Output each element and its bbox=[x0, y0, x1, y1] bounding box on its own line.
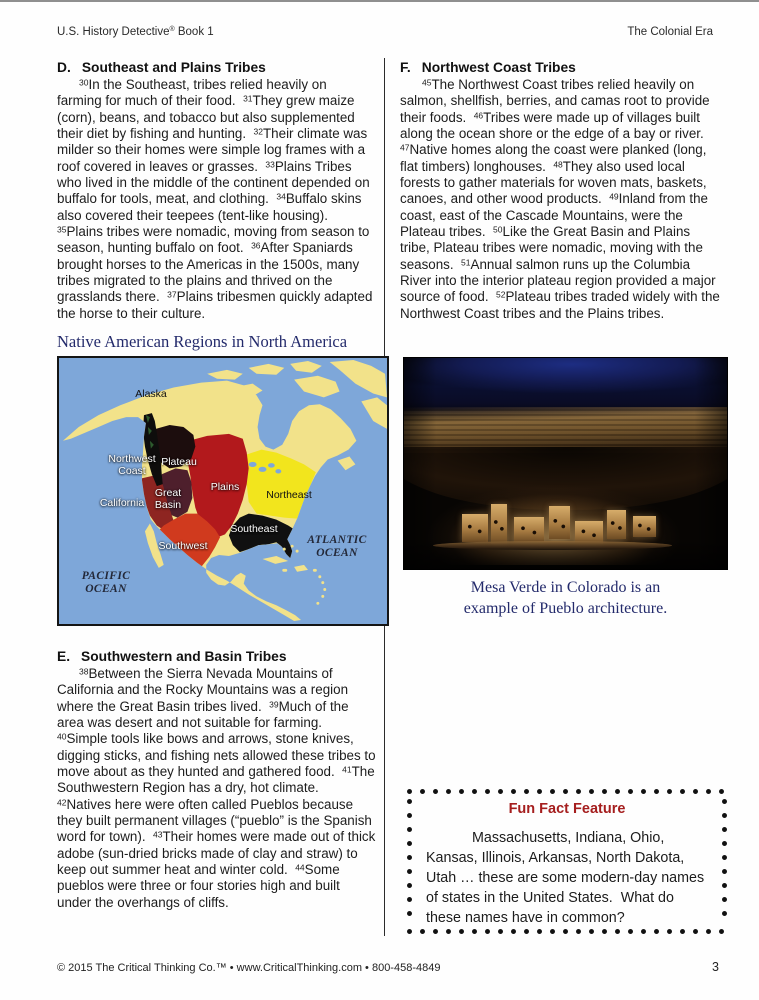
section-e bbox=[57, 649, 377, 911]
fun-fact-title: Fun Fact Feature bbox=[508, 801, 626, 817]
map-label-alaska: Alaska bbox=[135, 388, 167, 400]
section-d-heading: D. Southeast and Plains Tribes bbox=[57, 60, 266, 75]
header-chapter-title: The Colonial Era bbox=[627, 26, 713, 38]
photo-caption: Mesa Verde in Colorado is an example of Pueblo architecture. bbox=[463, 579, 668, 617]
map-label-plateau: Plateau bbox=[161, 456, 197, 468]
registered-mark: ® bbox=[169, 26, 175, 33]
map-title: Native American Regions in North America bbox=[57, 332, 348, 351]
map-label-great-basin: Great Basin bbox=[154, 487, 182, 511]
section-f-paragraph: $^{45}$The Northwest Coast tribes relied heavily on salmon, shellfish, berries, and camas root to provide their foods. $^{46}$Tribes were made up of villages built along the ocean shore or the edge of a bay or river. $^{47}$Native homes along the coast were planked (long, flat timbers) longhouses. $^{48}$They also used local forests to gather materials for woven mats, baskets, canoes, and other wood products. $^{49}$Inland from the coast, east of the Cascade Mountains, were the Plateau tribes. $^{50}$Like the Great Basin and Plains tribe, Plateau tribes were nomadic, moving with the seasons. $^{51}$Annual salmon runs up the Columbia River into the interior plateau region provided a major source of food. $^{52}$Plateau tribes traded widely with the Northwest Coast tribes and the Plains tribes. bbox=[400, 77, 720, 321]
mesa-verde-photo bbox=[403, 357, 728, 570]
map-label-atlantic-ocean: ATLANTIC OCEAN bbox=[307, 534, 367, 559]
map-label-southeast: Southeast bbox=[230, 523, 278, 535]
dotted-border-bottom bbox=[406, 928, 728, 935]
section-d-paragraph: $^{30}$In the Southeast, tribes relied heavily on farming for much of their food. $^{31}$They grew maize (corn), beans, and tobacco but also supplemented their diet by fishing and hunting. $^{32}$Their climate was milder so their homes were simple log frames with a roof covered in leaves or grasses. $^{33}$Plains Tribes who lived in the middle of the continent depended on buffalo for tools, meat, and clothing. $^{34}$Buffalo skins also covered their teepees (tent-like housing). $^{35}$Plains tribes were nomadic, moving from season to season, hunting buffalo on foot. $^{36}$After Spaniards brought horses to the Americas in the 1500s, many tribes migrated to the plains and thrived on the grasslands there. $^{37}$Plains tribesmen quickly adapted the horse to their culture. bbox=[57, 77, 373, 321]
section-d bbox=[57, 60, 375, 322]
dotted-border-left bbox=[406, 798, 413, 925]
section-e-heading: E. Southwestern and Basin Tribes bbox=[57, 649, 287, 664]
map-label-northeast: Northeast bbox=[266, 489, 312, 501]
dotted-border-top bbox=[406, 788, 728, 795]
page-number: 3 bbox=[712, 960, 719, 974]
regions-map bbox=[57, 356, 389, 626]
dotted-border-right bbox=[721, 798, 728, 925]
footer-copyright: © 2015 The Critical Thinking Co.™ • www.CriticalThinking.com • 800-458-4849 bbox=[57, 962, 441, 974]
scan-edge bbox=[0, 0, 759, 2]
fun-fact-body: Massachusetts, Indiana, Ohio, Kansas, Illinois, Arkansas, North Dakota, Utah … these are some modern-day names of states in the United States. What do these names have in common? bbox=[426, 830, 705, 926]
map-label-california: California bbox=[99, 497, 145, 509]
header-book-title: U.S. History Detective® Book 1 bbox=[57, 26, 214, 38]
photo-vignette bbox=[404, 358, 727, 569]
fun-fact-box bbox=[406, 788, 728, 935]
section-f-heading: F. Northwest Coast Tribes bbox=[400, 60, 576, 75]
map-label-southwest: Southwest bbox=[158, 540, 208, 552]
map-label-northwest-coast: Northwest Coast bbox=[108, 453, 156, 477]
section-f bbox=[400, 60, 722, 322]
section-e-paragraph: $^{38}$Between the Sierra Nevada Mountains of California and the Rocky Mountains was a region where the Great Basin tribes lived. $^{39}$Much of the area was desert and not suitable for farming. $^{40}$Simple tools like bows and arrows, stone knives, digging sticks, and fishing nets allowed these tribes to move about as they hunted and gathered food. $^{41}$The Southwestern Region has a dry, hot climate. $^{42}$Natives here were often called Pueblos because they built permanent villages (“pueblo” is the Spanish word for town). $^{43}$Their homes were made out of thick adobe (sun-dried bricks made of clay and straw) to keep out summer heat and winter cold. $^{44}$Some pueblos were three or four stories high and built under the overhangs of cliffs. bbox=[57, 666, 376, 910]
map-label-pacific-ocean: PACIFIC OCEAN bbox=[81, 570, 131, 595]
map-label-plains: Plains bbox=[210, 481, 240, 493]
